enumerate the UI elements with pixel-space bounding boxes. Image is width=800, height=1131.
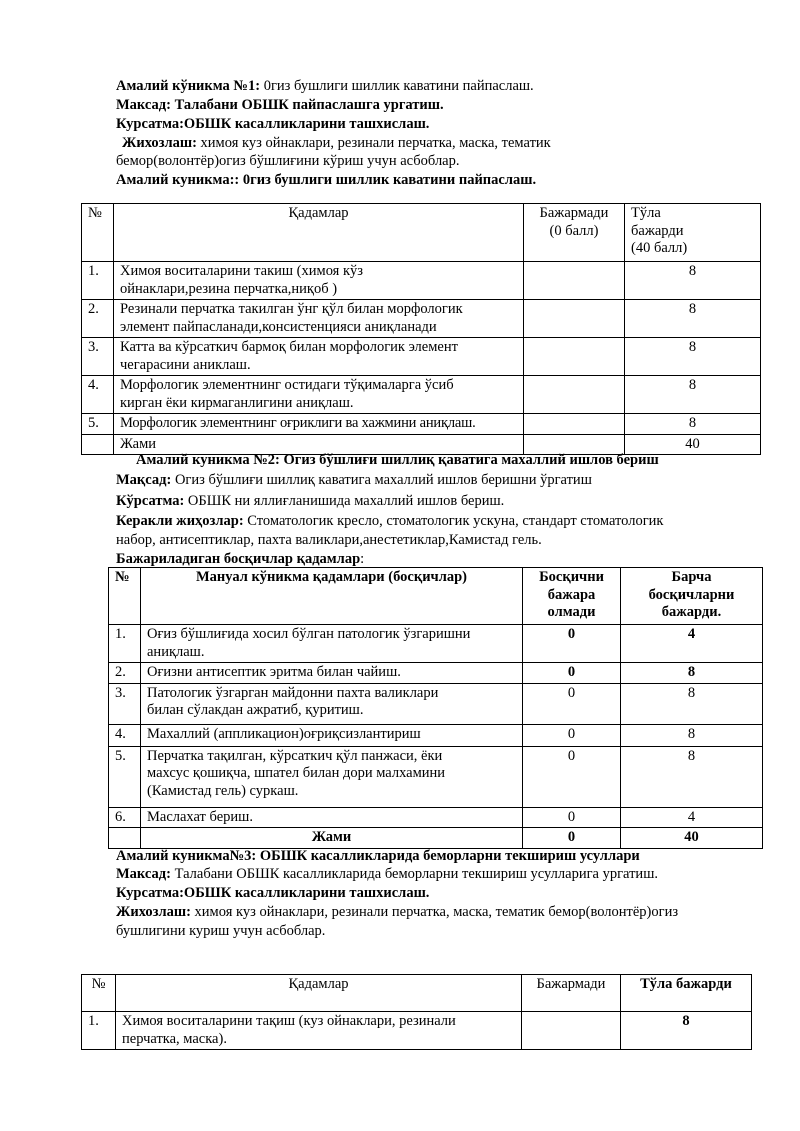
row-num — [82, 434, 114, 455]
s2-instruction — [116, 492, 504, 510]
s2-table-header — [109, 568, 763, 625]
table-row — [109, 724, 763, 746]
s1-skill-title: Амалий куникма:: 0гиз бушлиги шиллик каватини пайпаслаш. — [116, 172, 537, 188]
s2-steps-heading — [116, 550, 364, 568]
row-fail — [524, 376, 625, 414]
s3-col-fail: Бажармади — [522, 975, 621, 1012]
s1-col-steps: Қадамлар — [114, 204, 524, 262]
s2-steps-label: Бажариладиган босқичлар қадамлар — [116, 551, 361, 567]
s1-table-header — [82, 204, 761, 262]
row-num: 1. — [109, 625, 141, 663]
s3-title: Амалий куникма№3: ОБШК касалликларида беморларни текшириш усуллари — [116, 848, 640, 864]
s1-line1-text: 0гиз бушлиги шиллик каватини пайпаслаш. — [260, 78, 534, 94]
s2-title: Амалий куникма №2: Огиз бўшлиғи шиллиқ қаватига махаллий ишлов бериш — [136, 452, 659, 468]
row-full: 8 — [625, 300, 761, 338]
row-full: 8 — [625, 262, 761, 300]
row-fail — [524, 338, 625, 376]
row-step: Катта ва кўрсаткич бармоқ билан морфологик элемент чегарасини аниклаш. — [114, 338, 524, 376]
s2-goal-text: Огиз бўшлиғи шиллиқ каватига махаллий ишлов беришни ўргатиш — [171, 472, 592, 488]
s1-col-fail: Бажармади (0 балл) — [524, 204, 625, 262]
s1-col-full: Тўла бажарди (40 балл) — [625, 204, 761, 262]
row-num: 3. — [109, 683, 141, 724]
row-full: 8 — [621, 663, 763, 684]
row-fail — [524, 262, 625, 300]
row-step: Оғиз бўшлиғида хосил бўлган патологик ўзгаришни аниқлаш. — [141, 625, 523, 663]
s1-table — [81, 203, 761, 455]
row-full: 8 — [625, 376, 761, 414]
table-row — [82, 300, 761, 338]
table-row — [82, 338, 761, 376]
row-full: 8 — [621, 724, 763, 746]
s1-instruction: Курсатма:ОБШК касалликларини ташхислаш. — [116, 116, 430, 132]
s2-col-full: Барча босқичларни бажарди. — [621, 568, 763, 625]
row-step: Патологик ўзгарган майдонни пахта валиклари билан сўлакдан ажратиб, қуритиш. — [141, 683, 523, 724]
s1-goal: Максад: Талабани ОБШК пайпаслашга ургатиш. — [116, 97, 444, 113]
s3-equipment — [116, 903, 678, 921]
row-num: 2. — [82, 300, 114, 338]
row-num: 1. — [82, 1012, 116, 1050]
s3-equipment-text: химоя куз ойнаклари, резинали перчатка, маска, тематик бемор(волонтёр)огиз — [190, 904, 679, 920]
row-num: 5. — [82, 414, 114, 435]
s2-goal — [116, 471, 592, 489]
table-row — [82, 376, 761, 414]
s2-table — [108, 567, 763, 849]
table-row — [109, 807, 763, 828]
s3-table — [81, 974, 752, 1050]
s3-instruction: Курсатма:ОБШК касалликларини ташхислаш. — [116, 885, 430, 901]
row-num: 6. — [109, 807, 141, 828]
s3-goal — [116, 865, 658, 883]
row-step: Перчатка тақилган, кўрсаткич қўл панжаси, ёки махсус қошиқча, шпател билан дори малхамини (Камистад гель) суркаш. — [141, 746, 523, 807]
row-num: 4. — [82, 376, 114, 414]
row-fail: 0 — [523, 746, 621, 807]
row-fail — [522, 1012, 621, 1050]
row-step: Резинали перчатка такилган ўнг қўл билан морфологик элемент пайпасланади,консистенцияси аниқланади — [114, 300, 524, 338]
s3-col-steps: Қадамлар — [116, 975, 522, 1012]
row-step: Морфологик элементнинг оғриклиги ва хажмини аниқлаш. — [114, 414, 524, 435]
s1-line1 — [116, 77, 534, 95]
s2-equipment — [116, 512, 663, 530]
row-full: 4 — [621, 625, 763, 663]
row-fail — [524, 414, 625, 435]
row-fail — [524, 300, 625, 338]
total-label: Жами — [141, 828, 523, 849]
row-full: 8 — [625, 414, 761, 435]
s3-equipment-label: Жихозлаш: — [116, 904, 191, 920]
row-num: 1. — [82, 262, 114, 300]
s1-equipment — [122, 134, 551, 152]
total-full: 40 — [621, 828, 763, 849]
s3-equipment-cont: бушлигини куриш учун асбоблар. — [116, 923, 326, 939]
s1-equipment-cont: бемор(волонтёр)oгиз бўшлиғини кўриш учун асбоблар. — [116, 153, 460, 169]
s3-goal-text: Талабани ОБШК касалликларида беморларни текшириш усулларига ургатиш. — [170, 866, 658, 882]
table-row — [82, 414, 761, 435]
row-step: Химоя воситаларини тақиш (куз ойнаклари, резинали перчатка, маска). — [116, 1012, 522, 1050]
table-row — [82, 262, 761, 300]
s1-col-num: № — [82, 204, 114, 262]
row-fail: 0 — [523, 625, 621, 663]
total-value: 40 — [625, 434, 761, 455]
s1-equipment-text: химоя куз ойнаклари, резинали перчатка, маска, тематик — [196, 135, 551, 151]
table-row — [109, 625, 763, 663]
s2-col-fail: Босқични бажара олмади — [523, 568, 621, 625]
s2-equipment-label: Керакли жиҳозлар: — [116, 513, 244, 529]
row-full: 8 — [621, 683, 763, 724]
row-fail: 0 — [523, 807, 621, 828]
total-label: Жами — [114, 434, 524, 455]
row-fail: 0 — [523, 724, 621, 746]
row-step: Оғизни антисептик эритма билан чайиш. — [141, 663, 523, 684]
s3-goal-label: Максад: — [116, 866, 171, 882]
row-full: 4 — [621, 807, 763, 828]
s3-col-num: № — [82, 975, 116, 1012]
table-row — [82, 1012, 752, 1050]
s2-equipment-text: Стоматологик кресло, стоматологик ускуна, стандарт стоматологик — [243, 513, 664, 529]
row-step: Химоя воситаларини такиш (химоя кўз ойнаклари,резина перчатка,ниқоб ) — [114, 262, 524, 300]
s2-steps-colon: : — [360, 551, 365, 567]
table-row — [109, 683, 763, 724]
row-fail: 0 — [523, 683, 621, 724]
s2-instruction-text: ОБШК ни яллиғланишида махаллий ишлов бериш. — [184, 493, 505, 509]
s2-equipment-cont: набор, антисептиклар, пахта валиклари,анестетиклар,Камистад гель. — [116, 532, 542, 548]
row-full: 8 — [621, 746, 763, 807]
row-num: 2. — [109, 663, 141, 684]
row-fail: 0 — [523, 663, 621, 684]
row-step: Маслахат бериш. — [141, 807, 523, 828]
s3-table-header — [82, 975, 752, 1012]
row-num — [109, 828, 141, 849]
s1-line1-label: Амалий кўникма №1: — [116, 78, 261, 94]
row-num: 5. — [109, 746, 141, 807]
s1-equipment-label: Жихозлаш: — [122, 135, 197, 151]
s2-col-num: № — [109, 568, 141, 625]
row-num: 3. — [82, 338, 114, 376]
row-num: 4. — [109, 724, 141, 746]
s2-goal-label: Мақсад: — [116, 472, 172, 488]
s3-col-full: Тўла бажарди — [621, 975, 752, 1012]
row-full: 8 — [621, 1012, 752, 1050]
row-step: Махаллий (аппликацион)оғриқсизлантириш — [141, 724, 523, 746]
row-step: Морфологик элементнинг остидаги тўқималарга ўсиб кирган ёки кирмаганлигини аниқлаш. — [114, 376, 524, 414]
s2-instruction-label: Кўрсатма: — [116, 493, 185, 509]
table-row — [109, 746, 763, 807]
table-total-row — [109, 828, 763, 849]
row-full: 8 — [625, 338, 761, 376]
total-fail: 0 — [523, 828, 621, 849]
table-row — [109, 663, 763, 684]
s2-col-steps: Мануал кўникма қадамлари (босқичлар) — [141, 568, 523, 625]
